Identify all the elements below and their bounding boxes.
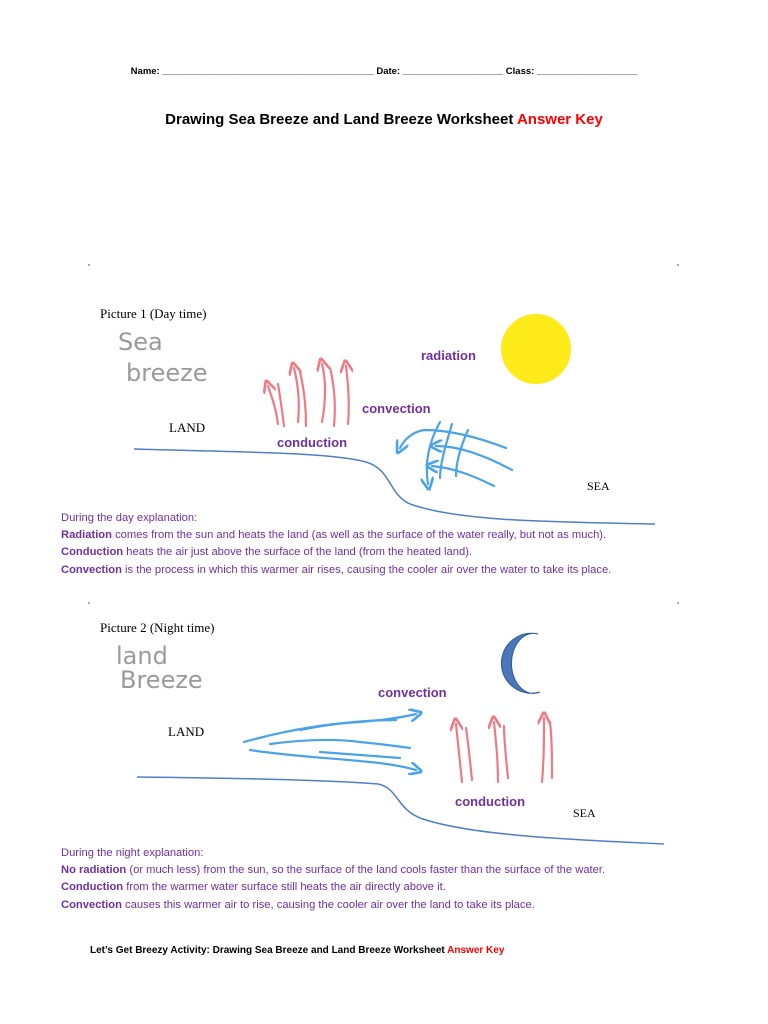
date-label: Date: bbox=[376, 66, 401, 77]
convection-label-2: convection bbox=[378, 685, 447, 700]
day-conduction-line bbox=[61, 544, 721, 561]
conduction-label-2: conduction bbox=[455, 794, 526, 809]
handwritten-sea: Sea bbox=[118, 328, 163, 356]
title-answer-key: Answer Key bbox=[516, 111, 603, 128]
land-label-2: LAND bbox=[168, 724, 205, 739]
day-explanation-heading: During the day explanation: bbox=[61, 512, 198, 524]
day-conduction-term: Conduction bbox=[61, 546, 124, 559]
night-convection-text: causes this warmer air to rise, causing the cooler air over the land to take its place. bbox=[121, 898, 535, 911]
land-label: LAND bbox=[169, 420, 206, 435]
name-label: Name: bbox=[130, 66, 160, 77]
night-convection-term: Convection bbox=[61, 898, 122, 911]
title-main: Drawing Sea Breeze and Land Breeze Worksheet bbox=[165, 111, 517, 128]
night-convection-line bbox=[61, 897, 721, 914]
sea-label: SEA bbox=[587, 479, 610, 493]
day-convection-term: Convection bbox=[61, 563, 122, 576]
night-conduction-text: from the warmer water surface still heats the air directly above it. bbox=[123, 881, 446, 894]
cool-air-arrows-2 bbox=[244, 714, 416, 770]
footer-main: Let’s Get Breezy Activity: Drawing Sea Breeze and Land Breeze Worksheet bbox=[90, 945, 448, 956]
night-radiation-term: No radiation bbox=[61, 864, 127, 877]
class-label: Class: bbox=[505, 66, 535, 77]
cool-air-arrows bbox=[400, 422, 512, 486]
day-radiation-term: Radiation bbox=[61, 529, 112, 542]
convection-label: convection bbox=[362, 401, 431, 416]
night-explanation bbox=[61, 845, 721, 914]
picture-1-caption: Picture 1 (Day time) bbox=[100, 306, 207, 321]
class-blank[interactable]: ___________________ bbox=[536, 66, 638, 77]
night-radiation-text: (or much less) from the sun, so the surface of the land cools faster than the surface of the water. bbox=[126, 864, 606, 877]
page-footer bbox=[90, 945, 504, 956]
picture-2-caption: Picture 2 (Night time) bbox=[100, 620, 215, 635]
picture-1 bbox=[88, 265, 679, 524]
day-radiation-line bbox=[61, 527, 721, 544]
day-explanation bbox=[61, 510, 721, 579]
sun-icon bbox=[501, 314, 571, 384]
name-blank[interactable]: ________________________________________ bbox=[162, 66, 374, 77]
day-conduction-text: heats the air just above the surface of the land (from the heated land). bbox=[123, 546, 473, 559]
night-radiation-line bbox=[61, 862, 721, 879]
footer-answer-key: Answer Key bbox=[447, 945, 505, 956]
day-radiation-text: comes from the sun and heats the land (as well as the surface of the water really, but not as much). bbox=[111, 529, 607, 542]
night-conduction-term: Conduction bbox=[61, 881, 124, 894]
day-convection-line bbox=[61, 562, 721, 579]
warm-air-arrows bbox=[268, 364, 349, 426]
sea-label-2: SEA bbox=[573, 806, 596, 820]
night-conduction-line bbox=[61, 879, 721, 896]
picture-2 bbox=[88, 603, 679, 844]
day-convection-text: is the process in which this warmer air rises, causing the cooler air over the water to take its place. bbox=[121, 563, 612, 576]
handwritten-land: land bbox=[116, 642, 168, 670]
moon-icon bbox=[501, 633, 540, 693]
handwritten-breeze: breeze bbox=[126, 359, 208, 387]
date-blank[interactable]: ___________________ bbox=[402, 66, 504, 77]
conduction-label: conduction bbox=[277, 435, 348, 450]
handwritten-breeze-2: Breeze bbox=[120, 666, 203, 694]
warm-air-arrows-2 bbox=[456, 718, 552, 782]
radiation-label: radiation bbox=[421, 348, 476, 363]
night-explanation-heading: During the night explanation: bbox=[61, 847, 204, 859]
